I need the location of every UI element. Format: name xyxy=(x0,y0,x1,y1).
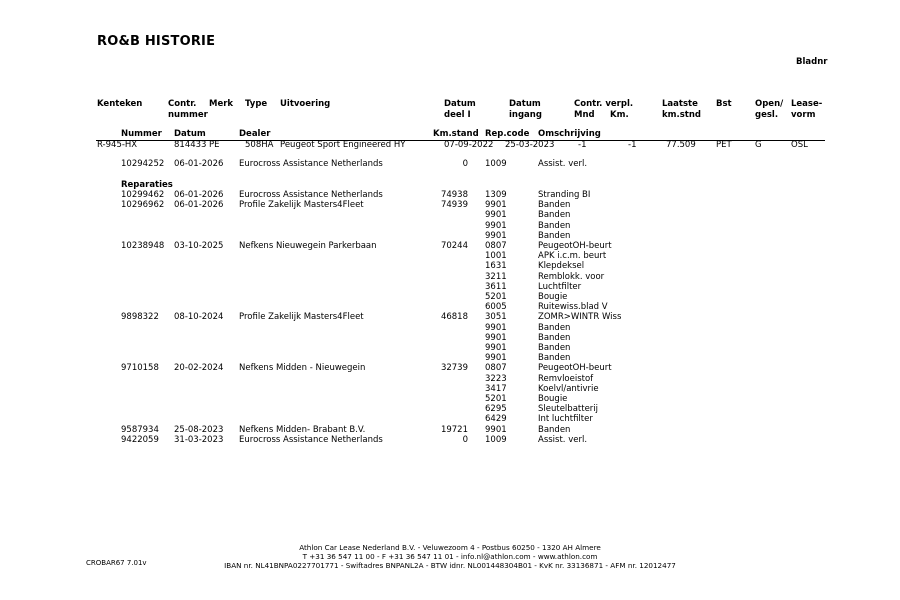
repair-omschrijving: Banden xyxy=(538,210,571,221)
repair-omschrijving: Banden xyxy=(538,343,571,353)
header-ingang: ingang xyxy=(509,110,542,120)
repair-code: 1309 xyxy=(485,190,507,200)
vehicle-mnd: -1 xyxy=(578,140,587,150)
repair-dealer: Profile Zakelijk Masters4Fleet xyxy=(239,200,364,211)
vehicle-contract: 814433 xyxy=(174,140,207,150)
repair-code: 3611 xyxy=(485,281,507,292)
header-contr-verpl: Contr. verpl. xyxy=(574,99,634,109)
repair-nummer: 10238948 xyxy=(121,241,165,251)
vehicle-kenteken: R-945-HX xyxy=(97,140,138,150)
repair-nummer: 9422059 xyxy=(121,434,159,445)
repair-code: 3417 xyxy=(485,383,507,394)
header-contr: Contr. xyxy=(168,99,197,109)
header-open: Open/ xyxy=(755,99,784,109)
entry-datum: 06-01-2026 xyxy=(174,159,224,169)
repair-code: 1631 xyxy=(485,261,507,272)
repair-datum: 08-10-2024 xyxy=(174,312,224,323)
header-repcode: Rep.code xyxy=(485,129,530,139)
repair-code: 3051 xyxy=(485,312,507,323)
repair-code: 9901 xyxy=(485,424,507,435)
repair-nummer: 9587934 xyxy=(121,424,159,435)
header-kenteken: Kenteken xyxy=(97,99,143,109)
repair-code: 9901 xyxy=(485,343,507,353)
repair-omschrijving: Luchtfilter xyxy=(538,281,582,292)
header-bst: Bst xyxy=(716,99,732,109)
repair-omschrijving: APK i.c.m. beurt xyxy=(538,251,607,262)
vehicle-leasevorm: OSL xyxy=(791,140,808,150)
footer-company: Athlon Car Lease Nederland B.V. - Veluwezoom 4 - Postbus 60250 - 1320 AH Almere xyxy=(299,543,601,552)
repair-datum: 06-01-2026 xyxy=(174,200,224,211)
repair-omschrijving: Banden xyxy=(538,322,571,333)
repair-dealer: Nefkens Midden- Brabant B.V. xyxy=(239,424,366,435)
vehicle-km: -1 xyxy=(628,140,637,150)
repair-code: 9901 xyxy=(485,353,507,364)
repair-code: 9901 xyxy=(485,332,507,343)
header-datum-deel1: Datum xyxy=(444,99,476,109)
vehicle-open-gesl: G xyxy=(755,140,762,150)
vehicle-type: 508HA xyxy=(245,140,274,150)
repair-km: 70244 xyxy=(440,241,468,251)
repair-omschrijving: Klepdeksel xyxy=(538,261,585,272)
repair-km: 74939 xyxy=(440,200,468,211)
entry-code: 1009 xyxy=(485,159,507,169)
repair-nummer: 10299462 xyxy=(121,190,165,200)
repair-omschrijving: Koelvl/antivrie xyxy=(538,383,599,394)
repair-nummer: 9898322 xyxy=(121,312,159,323)
repair-datum: 20-02-2024 xyxy=(174,363,224,374)
repair-code: 5201 xyxy=(485,292,507,302)
repair-code: 9901 xyxy=(485,220,507,231)
vehicle-datum-deel1: 07-09-2022 xyxy=(444,140,494,150)
repair-omschrijving: Assist. verl. xyxy=(538,434,588,445)
repair-code: 0807 xyxy=(485,241,507,251)
header-kmstand: Km.stand xyxy=(433,129,479,139)
header-lease: Lease- xyxy=(791,99,823,109)
repair-dealer: Nefkens Midden - Nieuwegein xyxy=(239,363,366,374)
repair-datum: 06-01-2026 xyxy=(174,190,224,200)
footer-bank: IBAN nr. NL41BNPA0227701771 - Swiftadres BNPANL2A - BTW idnr. NL001448304B01 - KvK nr. 33136871 - AFM nr. 12012477 xyxy=(224,561,676,570)
repair-omschrijving: Bougie xyxy=(538,394,568,404)
entry-dealer: Eurocross Assistance Netherlands xyxy=(239,159,383,169)
repair-dealer: Eurocross Assistance Netherlands xyxy=(239,190,383,200)
header-laatste: Laatste xyxy=(662,99,698,109)
repair-nummer: 9710158 xyxy=(121,363,159,374)
page-number-label: Bladnr xyxy=(796,57,828,67)
entry-omschrijving: Assist. verl. xyxy=(538,159,588,169)
repair-code: 9901 xyxy=(485,322,507,333)
repair-code: 0807 xyxy=(485,363,507,374)
repair-km: 19721 xyxy=(440,424,468,435)
repair-omschrijving: PeugeotOH-beurt xyxy=(538,363,612,374)
repair-omschrijving: ZOMR>WINTR Wiss xyxy=(538,312,622,323)
entry-nummer: 10294252 xyxy=(121,159,165,169)
repair-datum: 31-03-2023 xyxy=(174,434,224,445)
repair-omschrijving: Banden xyxy=(538,353,571,364)
repair-omschrijving: Bougie xyxy=(538,292,568,302)
repair-omschrijving: Int luchtfilter xyxy=(538,414,593,425)
repair-omschrijving: Banden xyxy=(538,220,571,231)
repair-code: 9901 xyxy=(485,200,507,211)
repair-omschrijving: Remblokk. voor xyxy=(538,271,605,282)
vehicle-uitvoering: Peugeot Sport Engineered HY xyxy=(280,140,406,150)
repair-code: 3211 xyxy=(485,271,507,282)
vehicle-laatste-km: 77.509 xyxy=(666,140,696,150)
repair-omschrijving: Banden xyxy=(538,332,571,343)
header-mnd: Mnd xyxy=(574,110,595,120)
repair-omschrijving: Sleutelbatterij xyxy=(538,404,599,415)
repair-code: 6429 xyxy=(485,414,507,425)
header-gesl: gesl. xyxy=(755,110,779,120)
header-vorm: vorm xyxy=(791,110,816,120)
reparaties-label: Reparaties xyxy=(121,180,173,190)
vehicle-merk: PE xyxy=(209,140,220,150)
repair-code: 6295 xyxy=(485,404,507,415)
repair-omschrijving: PeugeotOH-beurt xyxy=(538,241,612,251)
header-dealer: Dealer xyxy=(239,129,271,139)
header-omschrijving: Omschrijving xyxy=(538,129,601,139)
repair-omschrijving: Stranding BI xyxy=(538,190,591,200)
vehicle-bst: PET xyxy=(716,140,732,150)
entry-km: 0 xyxy=(462,159,468,169)
repair-omschrijving: Ruitewiss.blad V xyxy=(538,302,608,313)
repair-code: 5201 xyxy=(485,394,507,404)
header-type: Type xyxy=(245,99,268,109)
footer-contact: T +31 36 547 11 00 - F +31 36 547 11 01 - info.nl@athlon.com - www.athlon.com xyxy=(302,552,598,561)
vehicle-datum-ingang: 25-03-2023 xyxy=(505,140,555,150)
header-merk: Merk xyxy=(209,99,234,109)
repair-km: 74938 xyxy=(440,190,468,200)
repair-code: 6005 xyxy=(485,302,507,313)
repair-dealer: Eurocross Assistance Netherlands xyxy=(239,434,383,445)
version-label: CROBAR67 7.01v xyxy=(86,559,147,567)
repair-code: 9901 xyxy=(485,210,507,221)
repair-code: 1009 xyxy=(485,434,507,445)
repair-dealer: Profile Zakelijk Masters4Fleet xyxy=(239,312,364,323)
header-km: Km. xyxy=(610,110,629,120)
header-uitvoering: Uitvoering xyxy=(280,99,331,109)
repair-km: 32739 xyxy=(440,363,468,374)
repair-omschrijving: Remvloeistof xyxy=(538,373,594,384)
header-nummer: Nummer xyxy=(121,129,162,139)
page-title: RO&B HISTORIE xyxy=(97,34,216,49)
header-datum: Datum xyxy=(174,129,206,139)
repair-code: 3223 xyxy=(485,373,507,384)
repair-code: 9901 xyxy=(485,230,507,241)
header-deel1: deel I xyxy=(444,110,471,120)
repair-dealer: Nefkens Nieuwegein Parkerbaan xyxy=(239,241,377,251)
repair-nummer: 10296962 xyxy=(121,200,165,211)
header-datum-ingang: Datum xyxy=(509,99,541,109)
repair-omschrijving: Banden xyxy=(538,424,571,435)
repair-datum: 25-08-2023 xyxy=(174,424,224,435)
repair-code: 1001 xyxy=(485,251,507,262)
header-kmstnd: km.stnd xyxy=(662,110,701,120)
repair-omschrijving: Banden xyxy=(538,230,571,241)
repair-datum: 03-10-2025 xyxy=(174,241,224,251)
repair-omschrijving: Banden xyxy=(538,200,571,211)
header-contr-nummer: nummer xyxy=(168,110,208,120)
repair-km: 46818 xyxy=(440,312,468,323)
repair-km: 0 xyxy=(462,434,468,445)
